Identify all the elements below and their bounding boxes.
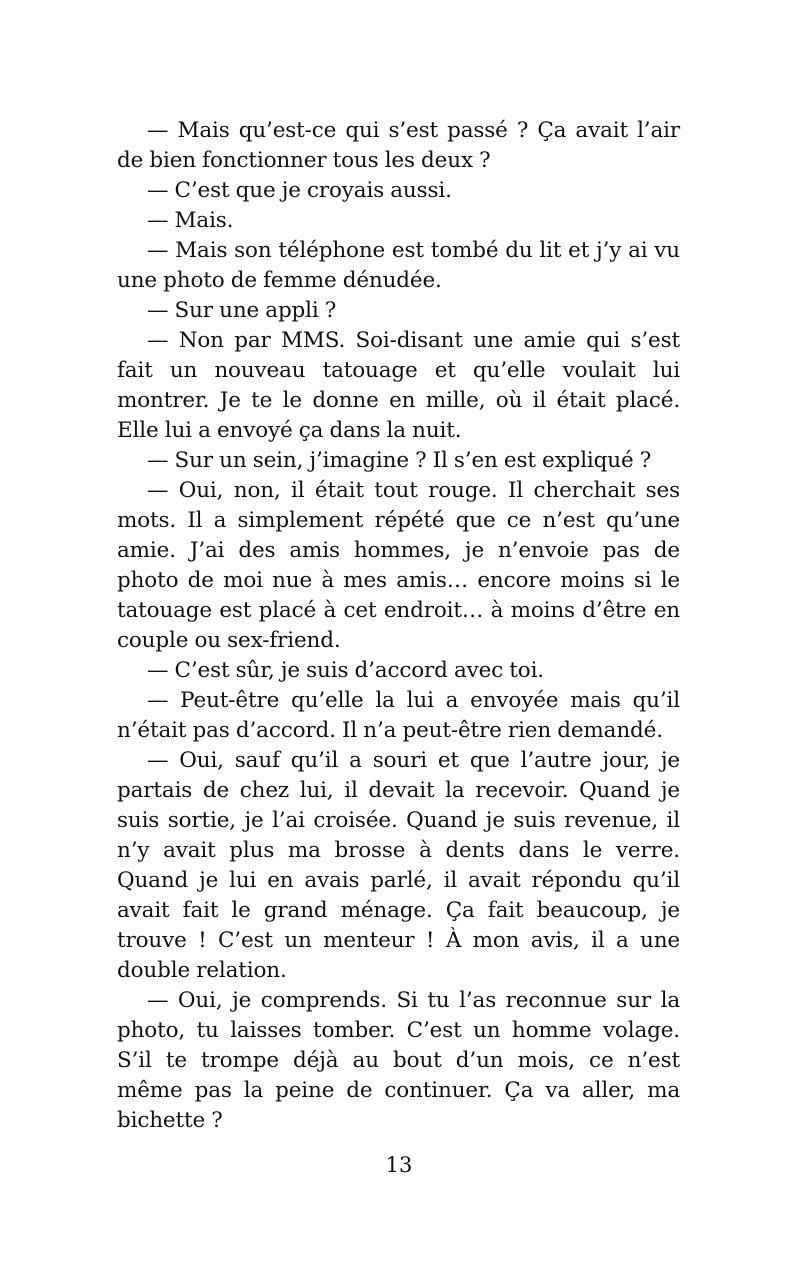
paragraph: — Sur un sein, j’imagine ? Il s’en est expliqué ? (147, 448, 652, 473)
paragraph: — Peut-être qu’elle la lui a envoyée mais qu’il n’était pas d’accord. Il n’a peut-être rien demandé. (117, 688, 680, 743)
paragraph: — C’est sûr, je suis d’accord avec toi. (147, 658, 544, 683)
paragraph: — Oui, je comprends. Si tu l’as reconnue sur la photo, tu laisses tomber. C’est un homme volage. S’il te trompe déjà au bout d’un mois, ce n’est même pas la peine de continuer. Ça va aller, ma bichette ? (117, 988, 680, 1133)
page-number: 13 (385, 1153, 413, 1177)
paragraph: — Non par MMS. Soi-disant une amie qui s’est fait un nouveau tatouage et qu’elle voulait lui montrer. Je te le donne en mille, où il était placé. Elle lui a envoyé ça dans la nuit. (117, 328, 680, 443)
paragraph: — Oui, non, il était tout rouge. Il cherchait ses mots. Il a simplement répété que ce n’est qu’une amie. J’ai des amis hommes, je n’envoie pas de photo de moi nue à mes amis… encore moins si le tatouage est placé à cet endroit… à moins d’être en couple ou sex-friend. (117, 478, 680, 653)
paragraph: — Sur une appli ? (147, 298, 337, 323)
paragraph: — Mais son téléphone est tombé du lit et j’y ai vu une photo de femme dénudée. (117, 238, 680, 293)
paragraph: — Mais. (147, 208, 234, 233)
page-body (117, 116, 680, 1136)
paragraph: — Mais qu’est-ce qui s’est passé ? Ça avait l’air de bien fonctionner tous les deux ? (117, 118, 680, 173)
paragraph: — C’est que je croyais aussi. (147, 178, 452, 203)
paragraph: — Oui, sauf qu’il a souri et que l’autre jour, je partais de chez lui, il devait la recevoir. Quand je suis sortie, je l’ai croisée. Quand je suis revenue, il n’y avait plus ma brosse à dents dans le verre. Quand je lui en avais parlé, il avait répondu qu’il avait fait le grand ménage. Ça fait beaucoup, je trouve ! C’est un menteur ! À mon avis, il a une double relation. (117, 748, 680, 983)
